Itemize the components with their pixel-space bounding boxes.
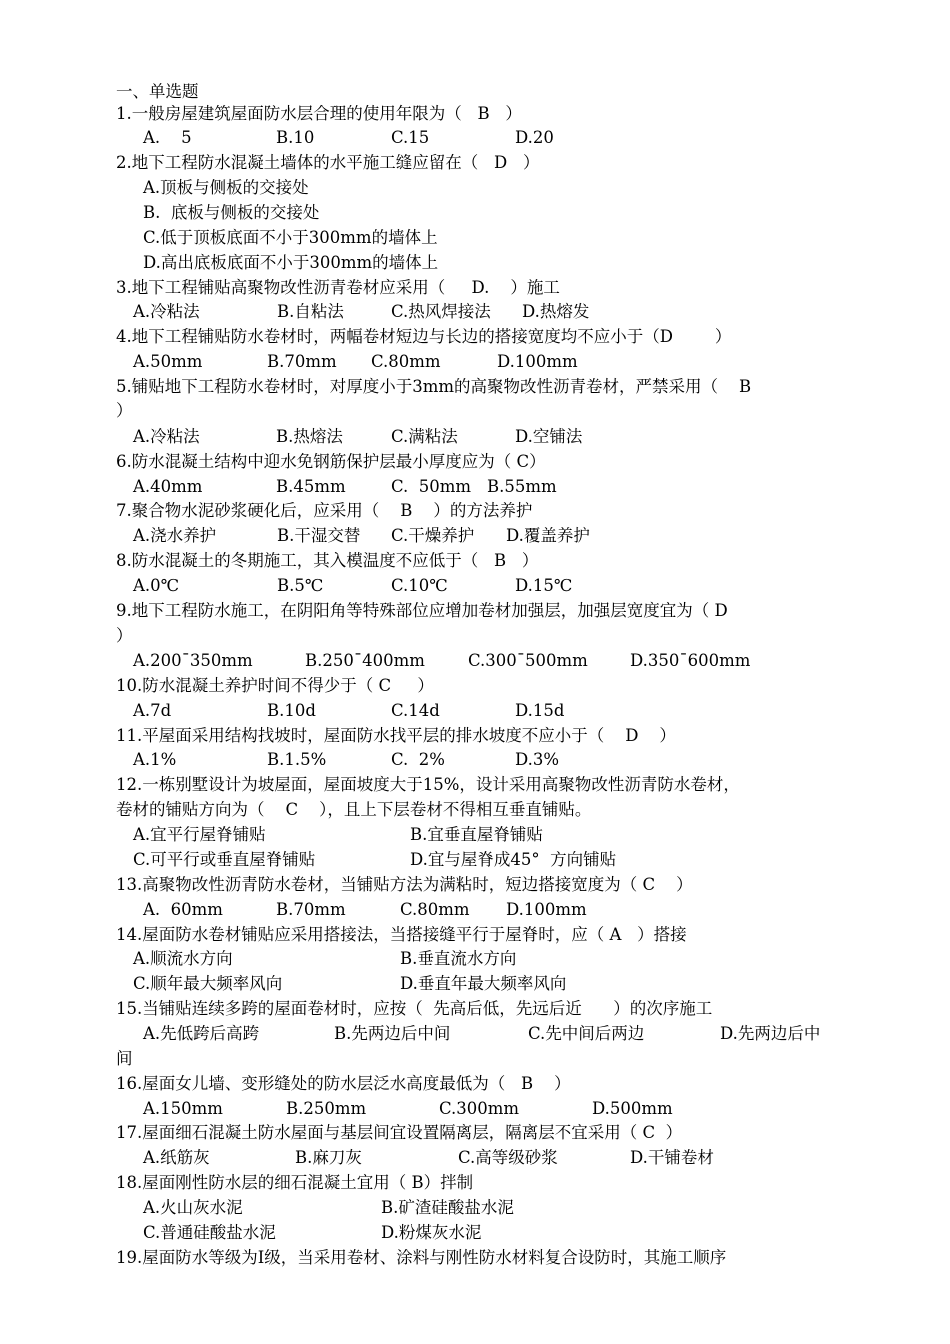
option: D.350¯600mm bbox=[630, 651, 751, 670]
option: C.300¯500mm bbox=[468, 651, 588, 670]
option: B.1.5% bbox=[267, 750, 327, 769]
option: A. 60mm bbox=[143, 900, 223, 919]
option: A.顶板与侧板的交接处 bbox=[143, 178, 309, 197]
question-11: 11.平屋面采用结构找坡时，屋面防水找平层的排水坡度不应小于（ D ） bbox=[116, 726, 676, 745]
question-19: 19.屋面防水等级为Ⅰ级，当采用卷材、涂料与刚性防水材料复合设防时，其施工顺序 bbox=[116, 1248, 727, 1267]
question-15: 15.当铺贴连续多跨的屋面卷材时，应按（ 先高后低，先远后近 ）的次序施工 bbox=[116, 999, 713, 1018]
option: B.10 bbox=[276, 128, 315, 147]
option: A. 5 bbox=[143, 128, 192, 147]
option: B.干湿交替 bbox=[277, 526, 361, 545]
option: D.先两边后中 bbox=[720, 1024, 821, 1043]
question-16: 16.屋面女儿墙、变形缝处的防水层泛水高度最低为（ B ） bbox=[116, 1074, 571, 1093]
question-6: 6.防水混凝土结构中迎水免钢筋保护层最小厚度应为（ C） bbox=[116, 452, 546, 471]
question-12: 12.一栋别墅设计为坡屋面，屋面坡度大于15%，设计采用高聚物改性沥青防水卷材， bbox=[116, 775, 740, 794]
option: D.干铺卷材 bbox=[630, 1148, 714, 1167]
question-5: 5.铺贴地下工程防水卷材时，对厚度小于3mm的高聚物改性沥青卷材，严禁采用（ B bbox=[116, 377, 752, 396]
option: B.热熔法 bbox=[276, 427, 343, 446]
option: D.100mm bbox=[506, 900, 587, 919]
option: A.1% bbox=[133, 750, 177, 769]
option: D.20 bbox=[515, 128, 554, 147]
option: B.70mm bbox=[276, 900, 346, 919]
section-title: 一、单选题 bbox=[116, 82, 199, 101]
option: C.满粘法 bbox=[391, 427, 458, 446]
option: C.低于顶板底面不小于300mm的墙体上 bbox=[143, 228, 438, 247]
option: A.纸筋灰 bbox=[143, 1148, 210, 1167]
option: B.250¯400mm bbox=[305, 651, 425, 670]
option: D.100mm bbox=[497, 352, 578, 371]
option: C.10℃ bbox=[391, 576, 448, 595]
option: B.55mm bbox=[487, 477, 557, 496]
option: C.80mm bbox=[400, 900, 470, 919]
question-4: 4.地下工程铺贴防水卷材时，两幅卷材短边与长边的搭接宽度均不应小于（D ） bbox=[116, 327, 732, 346]
option: D.500mm bbox=[592, 1099, 673, 1118]
option: D.空铺法 bbox=[515, 427, 583, 446]
question-2: 2.地下工程防水混凝土墙体的水平施工缝应留在（ D ） bbox=[116, 153, 540, 172]
option: C.可平行或垂直屋脊铺贴 bbox=[133, 850, 316, 869]
option: D.高出底板底面不小于300mm的墙体上 bbox=[143, 253, 439, 272]
option: C.干燥养护 bbox=[391, 526, 475, 545]
option: B.麻刀灰 bbox=[295, 1148, 362, 1167]
option: D.3% bbox=[515, 750, 560, 769]
option: B.250mm bbox=[286, 1099, 367, 1118]
option: C.15 bbox=[391, 128, 430, 147]
option: D.覆盖养护 bbox=[506, 526, 590, 545]
option: C.普通硅酸盐水泥 bbox=[143, 1223, 276, 1242]
question-15-cont: 间 bbox=[116, 1049, 133, 1068]
option: B.5℃ bbox=[277, 576, 324, 595]
option: B.自粘法 bbox=[277, 302, 344, 321]
question-17: 17.屋面细石混凝土防水屋面与基层间宜设置隔离层，隔离层不宜采用（ C ） bbox=[116, 1123, 683, 1142]
option: A.40mm bbox=[133, 477, 203, 496]
option: A.150mm bbox=[143, 1099, 223, 1118]
option: A.50mm bbox=[133, 352, 203, 371]
option: B.矿渣硅酸盐水泥 bbox=[381, 1198, 514, 1217]
option: C. 2% bbox=[391, 750, 445, 769]
option: A.7d bbox=[133, 701, 172, 720]
option: A.200¯350mm bbox=[133, 651, 253, 670]
option: B.70mm bbox=[267, 352, 337, 371]
question-12-cont: 卷材的铺贴方向为（ C ），且上下层卷材不得相互垂直铺贴。 bbox=[116, 800, 592, 819]
question-13: 13.高聚物改性沥青防水卷材，当铺贴方法为满粘时，短边搭接宽度为（ C ） bbox=[116, 875, 693, 894]
option: C.顺年最大频率风向 bbox=[133, 974, 283, 993]
option: A.浇水养护 bbox=[133, 526, 217, 545]
option: C. 50mm bbox=[391, 477, 472, 496]
option: A.冷粘法 bbox=[133, 302, 200, 321]
option: D.15℃ bbox=[515, 576, 573, 595]
option: C.80mm bbox=[371, 352, 441, 371]
option: A.顺流水方向 bbox=[133, 949, 233, 968]
option: B.45mm bbox=[276, 477, 346, 496]
question-8: 8.防水混凝土的冬期施工，其入模温度不应低于（ B ） bbox=[116, 551, 539, 570]
option: A.火山灰水泥 bbox=[143, 1198, 243, 1217]
option: B.宜垂直屋脊铺贴 bbox=[410, 825, 543, 844]
option: B.垂直流水方向 bbox=[400, 949, 517, 968]
option: A.冷粘法 bbox=[133, 427, 200, 446]
option: C.14d bbox=[391, 701, 440, 720]
question-5-cont: ） bbox=[116, 401, 133, 420]
question-1: 1.一般房屋建筑屋面防水层合理的使用年限为（ B ） bbox=[116, 104, 522, 123]
option: A.宜平行屋脊铺贴 bbox=[133, 825, 266, 844]
question-9: 9.地下工程防水施工，在阴阳角等特殊部位应增加卷材加强层，加强层宽度宜为（ D bbox=[116, 601, 728, 620]
option: C.300mm bbox=[439, 1099, 520, 1118]
option: D.垂直年最大频率风向 bbox=[400, 974, 567, 993]
option: C.热风焊接法 bbox=[391, 302, 491, 321]
question-18: 18.屋面刚性防水层的细石混凝土宜用（ B）拌制 bbox=[116, 1173, 474, 1192]
option: D.宜与屋脊成45° 方向铺贴 bbox=[410, 850, 617, 869]
option: B.先两边后中间 bbox=[334, 1024, 451, 1043]
option: D.15d bbox=[515, 701, 565, 720]
option: B.10d bbox=[267, 701, 316, 720]
option: D.粉煤灰水泥 bbox=[381, 1223, 482, 1242]
option: C.高等级砂浆 bbox=[458, 1148, 558, 1167]
option: C.先中间后两边 bbox=[528, 1024, 645, 1043]
option: A.0℃ bbox=[133, 576, 180, 595]
option: A.先低跨后高跨 bbox=[143, 1024, 260, 1043]
question-14: 14.屋面防水卷材铺贴应采用搭接法，当搭接缝平行于屋脊时，应（ A ）搭接 bbox=[116, 925, 687, 944]
question-9-cont: ） bbox=[116, 626, 133, 645]
option: D.热熔发 bbox=[522, 302, 590, 321]
question-10: 10.防水混凝土养护时间不得少于（ C ） bbox=[116, 676, 434, 695]
question-3: 3.地下工程铺贴高聚物改性沥青卷材应采用（ D. ）施工 bbox=[116, 278, 560, 297]
question-7: 7.聚合物水泥砂浆硬化后，应采用（ B ）的方法养护 bbox=[116, 501, 533, 520]
option: B. 底板与侧板的交接处 bbox=[143, 203, 320, 222]
